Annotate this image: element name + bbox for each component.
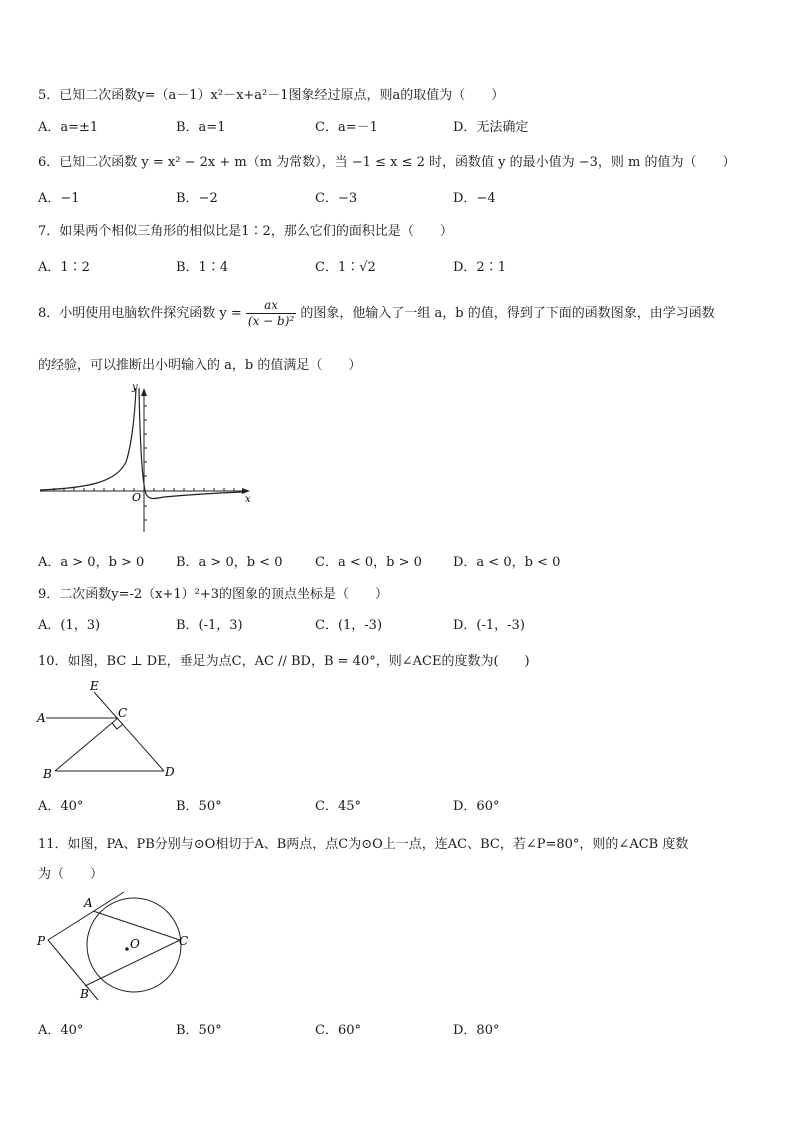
q6-option-b: B．−2 [176, 191, 218, 206]
q7-option-a: A．1∶2 [38, 260, 90, 275]
q5-options [38, 116, 758, 134]
q9-options [38, 614, 758, 632]
q8-stem-prefix: 8．小明使用电脑软件探究函数 y = [38, 306, 242, 321]
q11-label-b: B [80, 987, 89, 1001]
q9-stem: 9．二次函数y=-2（x+1）²+3的图象的顶点坐标是（ ） [38, 587, 389, 602]
q8-x-label: x [245, 494, 251, 505]
q10-label-a: A [37, 711, 46, 725]
q7-option-c: C．1∶√2 [315, 260, 376, 275]
q10-option-d: D．60° [453, 799, 500, 814]
q11-label-a: A [84, 896, 93, 910]
q11-label-o: O [130, 937, 140, 951]
q9-option-d: D．(-1，-3) [453, 618, 525, 633]
q11-center-point [125, 947, 129, 951]
q10-option-c: C．45° [315, 799, 361, 814]
q6-stem: 6．已知二次函数 y = x² − 2x + m（m 为常数），当 −1 ≤ x ≤ 2 时，函数值 y 的最小值为 −3，则 m 的值为（ ） [38, 155, 736, 170]
q10-label-c: C [118, 706, 128, 720]
q10-label-e: E [90, 679, 99, 693]
q8-function-graph [36, 382, 266, 542]
q8-origin-label: O [132, 491, 142, 504]
q5-stem: 5．已知二次函数y=（a－1）x²－x+a²－1图象经过原点，则a的取值为（ ） [38, 88, 505, 103]
q8-option-a: A．a > 0，b > 0 [38, 555, 145, 570]
q8-option-c: C．a < 0，b > 0 [315, 555, 422, 570]
q5-option-a: A．a=±1 [38, 120, 99, 135]
q8-option-d: D．a < 0，b < 0 [453, 555, 561, 570]
q11-stem-line1: 11．如图，PA、PB分别与⊙O相切于A、B两点，点C为⊙O上一点，连AC、BC，若∠P=80°，则的∠ACB 度数 [38, 837, 689, 852]
q8-fraction-denominator: (x − b)² [247, 314, 295, 328]
q10-right-angle-mark [112, 723, 123, 729]
q11-chord-ac [93, 911, 180, 940]
q5-option-c: C．a=－1 [315, 120, 378, 135]
q8-curve-left-branch [40, 388, 136, 490]
q8-curve-right-branch [139, 388, 242, 499]
q10-figure [34, 678, 194, 786]
q5-option-d: D．无法确定 [453, 120, 529, 135]
q10-label-d: D [165, 765, 175, 779]
q11-label-c: C [179, 934, 189, 948]
q7-option-d: D．2∶1 [453, 260, 506, 275]
q6-option-a: A．−1 [38, 191, 80, 206]
q10-line-ed [94, 692, 164, 771]
q6-option-c: C．−3 [315, 191, 358, 206]
q7-option-b: B．1∶4 [176, 260, 229, 275]
q11-label-p: P [37, 934, 46, 948]
q10-option-a: A．40° [38, 799, 84, 814]
q8-stem-suffix: 的图象，他输入了一组 a，b 的值，得到了下面的函数图象，由学习函数 [300, 306, 715, 321]
q8-option-b: B．a > 0，b < 0 [176, 555, 283, 570]
q10-stem: 10．如图，BC ⊥ DE，垂足为点C，AC // BD，B = 40°，则∠ACE的度数为( ) [38, 654, 530, 669]
q11-stem-line2: 为（ ） [38, 867, 104, 882]
q8-stem-line1 [38, 296, 715, 332]
q8-fraction-numerator: ax [246, 298, 296, 314]
q10-options [38, 795, 758, 813]
q5-option-b: B．a=1 [176, 120, 226, 135]
q10-option-b: B．50° [176, 799, 222, 814]
q9-option-b: B．(-1，3) [176, 618, 243, 633]
q10-label-b: B [43, 767, 52, 781]
q11-options [38, 1019, 758, 1037]
q11-option-c: C．60° [315, 1023, 361, 1038]
q9-option-a: A．(1，3) [38, 618, 101, 633]
q6-options [38, 187, 758, 205]
q8-y-label: y [132, 382, 138, 393]
q11-tangent-pb [48, 940, 98, 1000]
q10-line-bc [55, 718, 118, 771]
q6-option-d: D．−4 [453, 191, 496, 206]
q7-stem: 7．如果两个相似三角形的相似比是1∶2，那么它们的面积比是（ ） [38, 224, 453, 239]
q8-y-axis-arrow [141, 388, 147, 396]
q11-option-b: B．50° [176, 1023, 222, 1038]
q8-options [38, 551, 758, 569]
q9-option-c: C．(1，-3) [315, 618, 383, 633]
q11-option-d: D．80° [453, 1023, 500, 1038]
q7-options [38, 256, 758, 274]
q11-option-a: A．40° [38, 1023, 84, 1038]
q11-figure [34, 888, 204, 1006]
q8-stem-line2: 的经验，可以推断出小明输入的 a，b 的值满足（ ） [38, 358, 362, 373]
q8-fraction [246, 298, 296, 329]
